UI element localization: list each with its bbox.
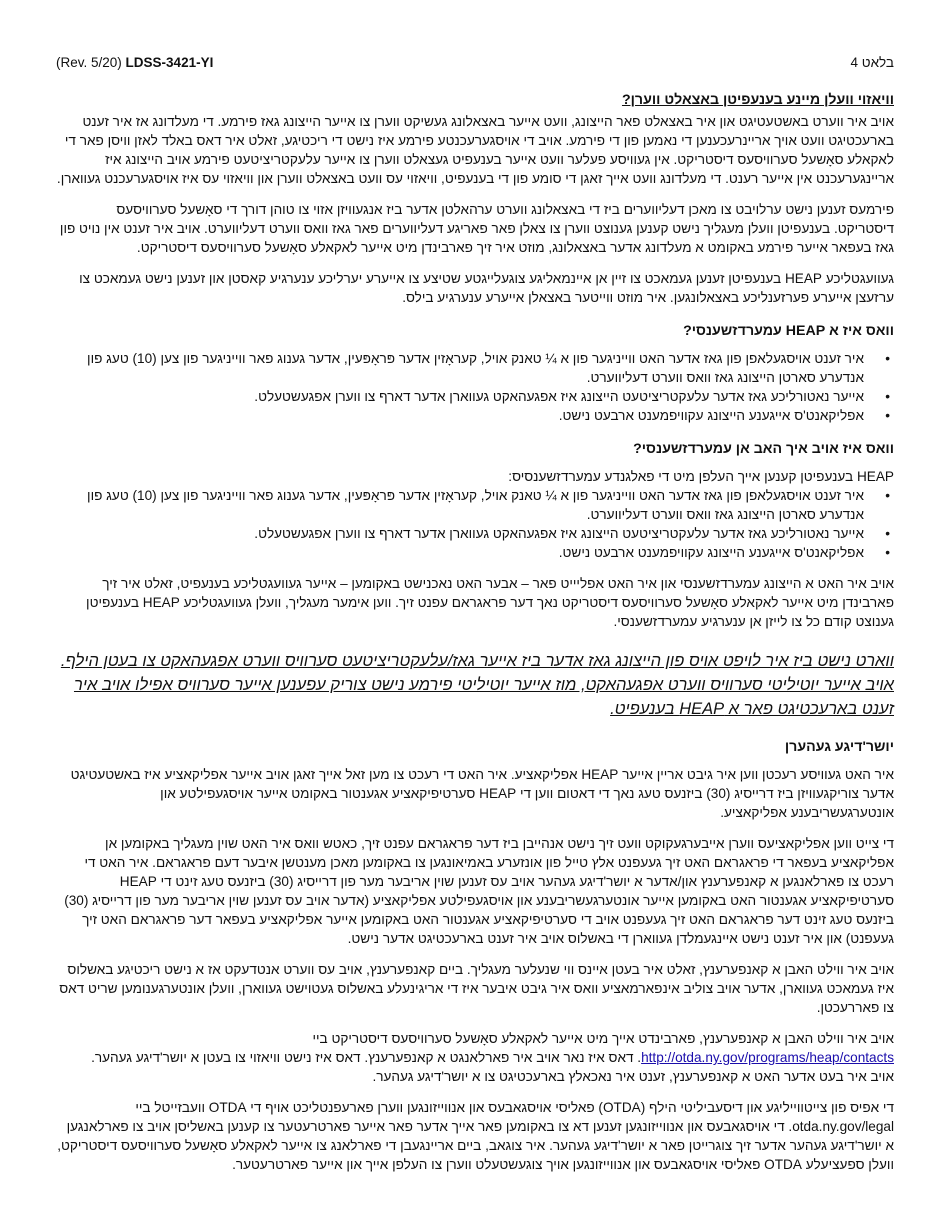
- payment-heading: ווי‏אזוי וועלן מיינע בענעפיטן באצאלט ווערן?: [621, 92, 894, 108]
- conference-fair-hearing-note: אויב איר בעט אדער האט א קאנפערענץ, זענט איר נאכאלץ בארעכטיגט צו א יושר'דיגע געהער.: [372, 1069, 894, 1084]
- rights-paragraph-4: [56, 1029, 894, 1086]
- list-item: • איר זענט אויסגעלאפן פון גאז אדער האט ווייניגער פון א ¼ טאנק אויל, קעראָזין אדער פּראָפּעין, אדער גענוג פאר ווייניגער פון צען (10) טעג פון אנדערע סארטן הייצונג גאז וואס ווערט דעליווערט.: [87, 351, 890, 385]
- form-id: LDSS-3421-YI: [125, 55, 214, 70]
- page-header: [56, 55, 894, 75]
- what-if-emergency-heading: וואס איז אויב איך האב אן עמערדזשענסי?: [633, 441, 894, 457]
- bullet-icon: •: [885, 408, 890, 423]
- fair-hearing-heading: יושר'דיגע געהערן: [784, 739, 894, 755]
- form-identifier: [56, 55, 213, 70]
- list-item: • אפליקאנט'ס אייגענע הייצונג עקוויפמענט ארבעט נישט.: [558, 408, 890, 423]
- bullet-icon: •: [885, 488, 890, 503]
- rights-paragraph-2: די צייט ווען אפליקאציעס ווערן אייבערגעקוקט וועט זיך נישט אנהייבן ביז דער פראגראם עפנט זיך, כאטש וואס איר האט שוין מעגליך באקומען אן אפליקאציע בעפאר די פראגראם האט זיך געעפנט אלץ טייל פון אונזערע באמיאונגען צו באקומען מאכן מענטשן איבער דעם פראגראם. איר האט די רעכט צו פארלאנגען א קאנפערענץ און/אדער א יושר'דיגע געהער אויב עס זענען שוין אריבער מער פון דרייסיג (30) ביזנעס טעג זינט די HEAP סערטיפיקאציע אגענטור האט באקומען אייער אונטערגעשריבענע און אויסגעפילטע אפליקאציע (אדער אויב עס זענען שוין אריבער מער פון דרייסיג (30) ביזנעס טעג זינט דער פראגראם האט זיך געעפנט אויב די סערטיפיקאציע אגענטור האט באקומען אייער אפליקאציע בעפאר דער פראגראם האט זיך געעפנט) און איר זענט נישט איינגעמלדן געווארן די באשלוס אויב איר זענט בארעכטיגט אדער נישט.: [64, 836, 894, 946]
- conference-note: . דאס איז נאר אויב איר פארלאנגט א קאנפערענץ. דאס איז נישט וויאזוי צו בעטן א יושר'דיגע געהער.: [91, 1050, 642, 1065]
- rights-paragraph-3: אויב איר ווילט האבן א קאנפערענץ, זאלט איר בעטן איינס ווי שנעלער מעגליך. ביים קאנפערענץ, אויב עס ווערט אנטדעקט אז א נישט ריכטיגע באשלוס איז געמאכט געווארן, אדער אויב צוליב אינפארמאציע וואס איר גיבט איבער איז די אריגינעלע באשלוס געטוישט געווארן, וועלן אונטערגענומען שריט דאס צו פאררעכטן.: [59, 962, 894, 1015]
- list-item: • אייער נאטורליכע גאז אדער עלעקטריציטעט הייצונג איז אפגעהאקט געווארן אדער דארף צו ווערן אפגעשטעלט.: [254, 526, 890, 541]
- emergency-intro: HEAP בענעפיטן קענען אייך העלפן מיט די פאלגנדע עמערדזשענסיס:: [508, 469, 894, 484]
- do-not-wait-notice: ווארט נישט ביז איר לויפט אויס פון הייצונג גאז אדער ביז אייער גאז/עלעקטריציטעט סערוויס ווערט אפגעהאקט צו בעטן הילף. אויב אייער יוטיליטי סערוויס ווערט אפגעהאקט, מוז אייער יוטיליטי פירמע נישט צוריק עפענען אייער סערוויס אפילו אויב איר זענט בארעכטיגט פאר א HEAP בענעפיט.: [60, 652, 894, 718]
- bullet-icon: •: [885, 351, 890, 366]
- heap-contacts-link[interactable]: http://otda.ny.gov/programs/heap/contacts: [641, 1050, 894, 1065]
- form-revision: (Rev. 5/20): [56, 55, 122, 70]
- bullet-icon: •: [885, 545, 890, 560]
- page-number: בלאט 4: [850, 55, 894, 70]
- emergency-help-list: [56, 486, 894, 562]
- emergency-list: [56, 349, 894, 425]
- list-item: • אפליקאנט'ס אייגענע הייצונג עקוויפמענט ארבעט נישט.: [558, 545, 890, 560]
- rights-paragraph-1: איר האט געוויסע רעכטן ווען איר גיבט אריין אייער HEAP אפליקאציע. איר האט די רעכט צו מען זאל אייך זאגן אויב אייער אפליקאציע איז באשטעטיגט אדער צוריקגעוויזן ביז דרייסיג (30) ביזנעס טעג נאך די דאטום ווען די HEAP סערטיפיקאציע אגענטור באקומט אייער אויסגעפילטע און אונטערגעשריבענע אפליקאציע.: [70, 767, 894, 820]
- emergency-heading: וואס איז א HEAP עמערדזשענסי?: [683, 323, 894, 339]
- list-item: • אייער נאטורליכע גאז אדער עלעקטריציטעט הייצונג איז אפגעהאקט געווארן אדער דארף צו ווערן אפגעשטעלט.: [254, 389, 890, 404]
- rights-paragraph-5: די אפיס פון צייטווייליגע און דיסעביליטי הילף (OTDA) פאליסי אויסגאבעס און אנווייזונגען ווערן פארעפנטליכט אויף די OTDA וועבזייטל ביי otda.ny.gov/legal. די אויסגאבעס און אנווייזונגען זענען דא צו באקומען פאר אייך אדער פאר אייער פארטרעטער צו קענען באשליסן אויב צו פארלאנגען א יושר'דיגע געהער אדער זיך צוגרייטן פאר א יושר'דיגע געהער. איר צוגאב, ביים אריינגעבן די פארלאנג צו אייער לאקאלע סאָשעל סערוויסעס דיסטריקט, וועלן ספעציעלע OTDA פאליסי אויסגאבעס און אנווייזונגען אויך צוגעשטעלט ווערן צו העלפן אייך און אייער פארטרעטער.: [57, 1100, 894, 1172]
- payment-paragraph-2: פירמעס זענען נישט ערלויבט צו מאכן דעליווערים ביז די באצאלונג ווערט ערהאלטן אדער ביז אנגעוויזן אזוי צו טוהן דורך די סאָשעל סערוויסעס דיסטריקט. בענעפיטן וועלן מעגליך נישט קענען גענוצט ווערן צו צאלן פאר פאריגע דעליווערים פאר גאז וואס ווערט דעליווערט. אויב איר זענט אין נויט פון גאז בעפאר אייער פירמע באקומט א מעלדונג אדער באצאלונג, מוזט איר זיך פארבינדן מיט אייער לאקאלע סאָשעל סערוויסעס דיסטריקט.: [59, 202, 894, 255]
- list-item: • איר זענט אויסגעלאפן פון גאז אדער האט ווייניגער פון א ¼ טאנק אויל, קעראָזין אדער פּראָפּעין, אדער גענוג פאר ווייניגער פון צען (10) טעג פון אנדערע סארטן הייצונג גאז וואס ווערט דעליווערט.: [87, 488, 890, 522]
- emergency-paragraph: אויב איר האט א הייצונג עמערדזשענסי און איר האט אפליייט פאר – אבער האט נאכנישט באקומען – אייער געוועגטליכע בענעפיט, זאלט איר זיך פארבינדן מיט אייער לאקאלע סאָשעל סערוויסעס דיסטריקט נאך דער פראגראם עפנט זיך. ווען אימער מעגליך, וועלן געוועגטליכע HEAP בענעפיטן גענוצט קודם כל צו לייזן אן ענערגיע עמערדזשענסי.: [86, 576, 894, 629]
- document-body: [56, 90, 894, 1186]
- payment-paragraph-1: אויב איר ווערט באשטעטיגט און איר באצאלט פאר הייצונג, וועט אייער באצאלונג געשיקט ווערן צו אייער הייצונג גאז פירמע. די מעלדונג אז איר זענט בארעכטיגט וועט אויך אריינרעכענען די נאמען פון די פירמע. אויב די אויסגערעכנטע פירמע איז נישט די ריכטיגע, זאלט איר דאס באלד לאזן וויסן פאר די לאקאלע סאָשעל סערוויסעס דיסטריקט. אין געוויסע פעלער וועט אייער בענעפיט געצאלט ווערן צו אייער עלעקטריציטעט פירמע אויב הייצונג איז אריינגערעכנט אין אייער רענט. די מעלדונג וועט אייך זאגן די סומע פון די בענעפיט, וויאזוי עס וועט באצאלט ווערן און וויאזוי עס איז אויסגערעכנט געווארן.: [56, 114, 894, 186]
- payment-paragraph-3: געוועגטליכע HEAP בענעפיטן זענען געמאכט צו זיין אן איינמאליגע צוגעלייגטע שטיצע צו אייערע יערליכע ענערגיע קאסטן און זענען נישט געמאכט צו ערזעצן אייערע פערזענליכע באצאלונגען. איר מוזט ווייטער באצאלן אייערע ענערגיע בילס.: [79, 271, 894, 305]
- bullet-icon: •: [885, 526, 890, 541]
- bullet-icon: •: [885, 389, 890, 404]
- conference-contact-text: אויב איר ווילט האבן א קאנפערענץ, פארבינדט אייך מיט אייער לאקאלע סאָשעל סערוויסעס דיסטריקט ביי: [312, 1031, 894, 1046]
